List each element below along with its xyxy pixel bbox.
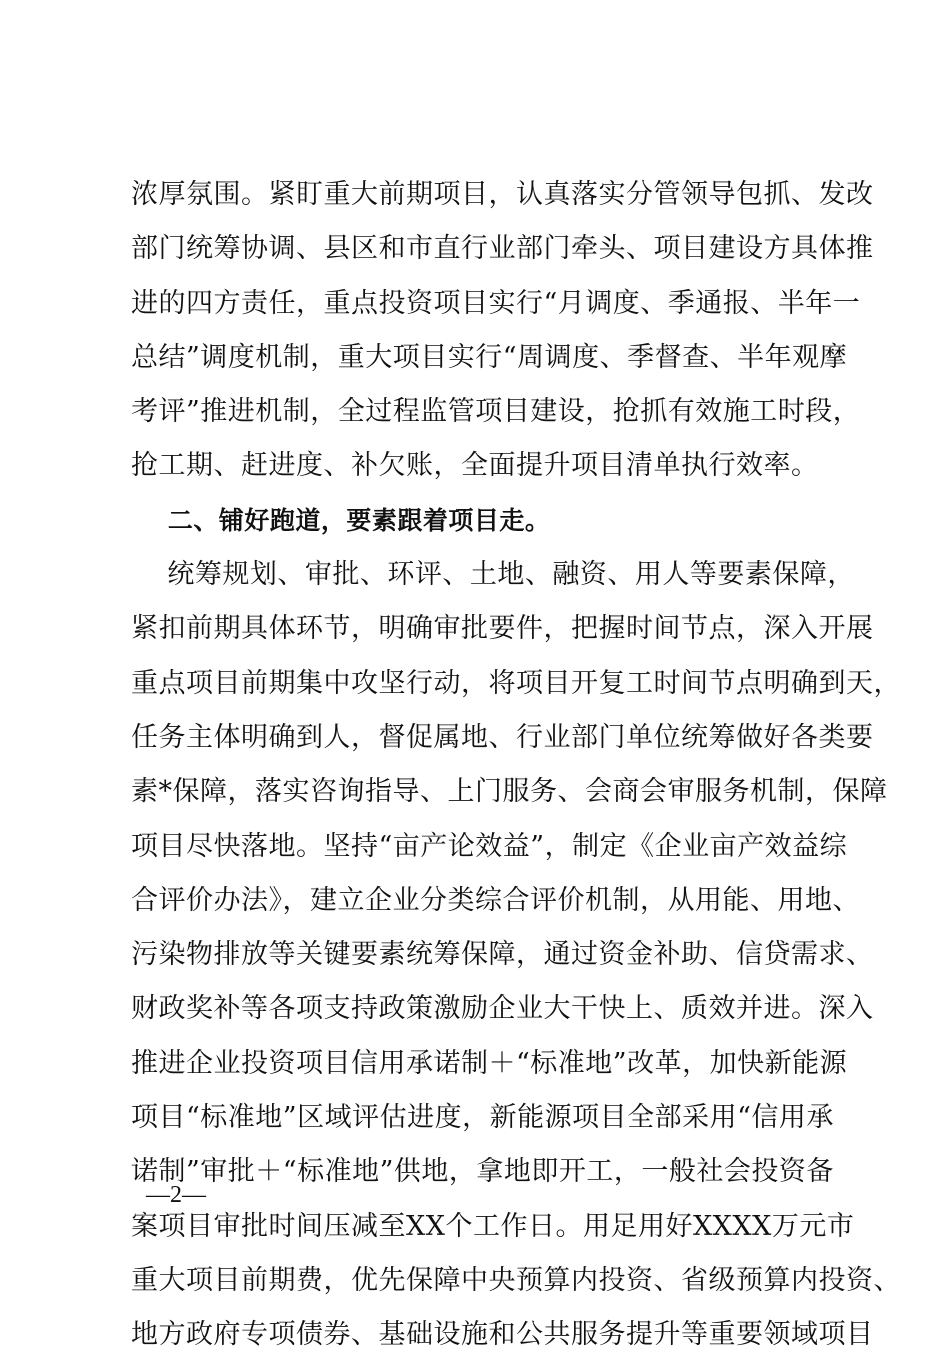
paragraph-line: 统筹规划、审批、环评、土地、融资、用人等要素保障， — [131, 559, 855, 591]
paragraph-line: 案项目审批时间压减至XX个工作日。用足用好XXXX万元市 — [131, 1210, 855, 1242]
paragraph-line: 污染物排放等关键要素统筹保障，通过资金补助、信贷需求、 — [131, 939, 874, 971]
paragraph-line: 进的四方责任，重点投资项目实行“月调度、季通报、半年一 — [131, 287, 861, 319]
page-number: —2— — [146, 1182, 206, 1208]
body-text — [131, 168, 901, 1363]
paragraph-line: 推进企业投资项目信用承诺制＋“标准地”改革，加快新能源 — [131, 1047, 848, 1079]
paragraph-line: 浓厚氛围。紧盯重大前期项目，认真落实分管领导包抓、发改 — [131, 179, 874, 210]
paragraph-line: 诺制”审批＋“标准地”供地，拿地即开工，一般社会投资备 — [131, 1156, 834, 1188]
paragraph-line: 财政奖补等各项支持政策激励企业大干快上、质效并进。深入 — [131, 993, 874, 1025]
paragraph-line: 重大项目前期费，优先保障中央预算内投资、省级预算内投资、 — [131, 1264, 901, 1296]
paragraph-line: 素*保障，落实咨询指导、上门服务、会商会审服务机制，保障 — [131, 776, 888, 808]
paragraph-line: 项目“标准地”区域评估进度，新能源项目全部采用“信用承 — [131, 1102, 834, 1134]
section-heading: 二、铺好跑道，要素跟着项目走。 — [131, 505, 551, 535]
paragraph-line: 任务主体明确到人，督促属地、行业部门单位统筹做好各类要 — [131, 721, 874, 753]
paragraph-line: 考评”推进机制，全过程监管项目建设，抢抓有效施工时段， — [131, 396, 861, 428]
paragraph-line: 项目尽快落地。坚持“亩产论效益”，制定《企业亩产效益综 — [131, 830, 848, 862]
paragraph-line: 抢工期、赶进度、补欠账，全面提升项目清单执行效率。 — [131, 450, 819, 482]
paragraph-line: 合评价办法》，建立企业分类综合评价机制，从用能、用地、 — [131, 884, 860, 916]
paragraph-line: 部门统筹协调、县区和市直行业部门牵头、项目建设方具体推 — [131, 233, 874, 265]
paragraph-line: 紧扣前期具体环节，明确审批要件，把握时间节点，深入开展 — [131, 613, 874, 645]
paragraph-line: 重点项目前期集中攻坚行动，将项目开复工时间节点明确到天， — [131, 667, 901, 699]
paragraph-line: 总结”调度机制，重大项目实行“周调度、季督查、半年观摩 — [131, 341, 848, 373]
paragraph-line: 地方政府专项债券、基础设施和公共服务提升等重要领域项目 — [131, 1319, 874, 1351]
